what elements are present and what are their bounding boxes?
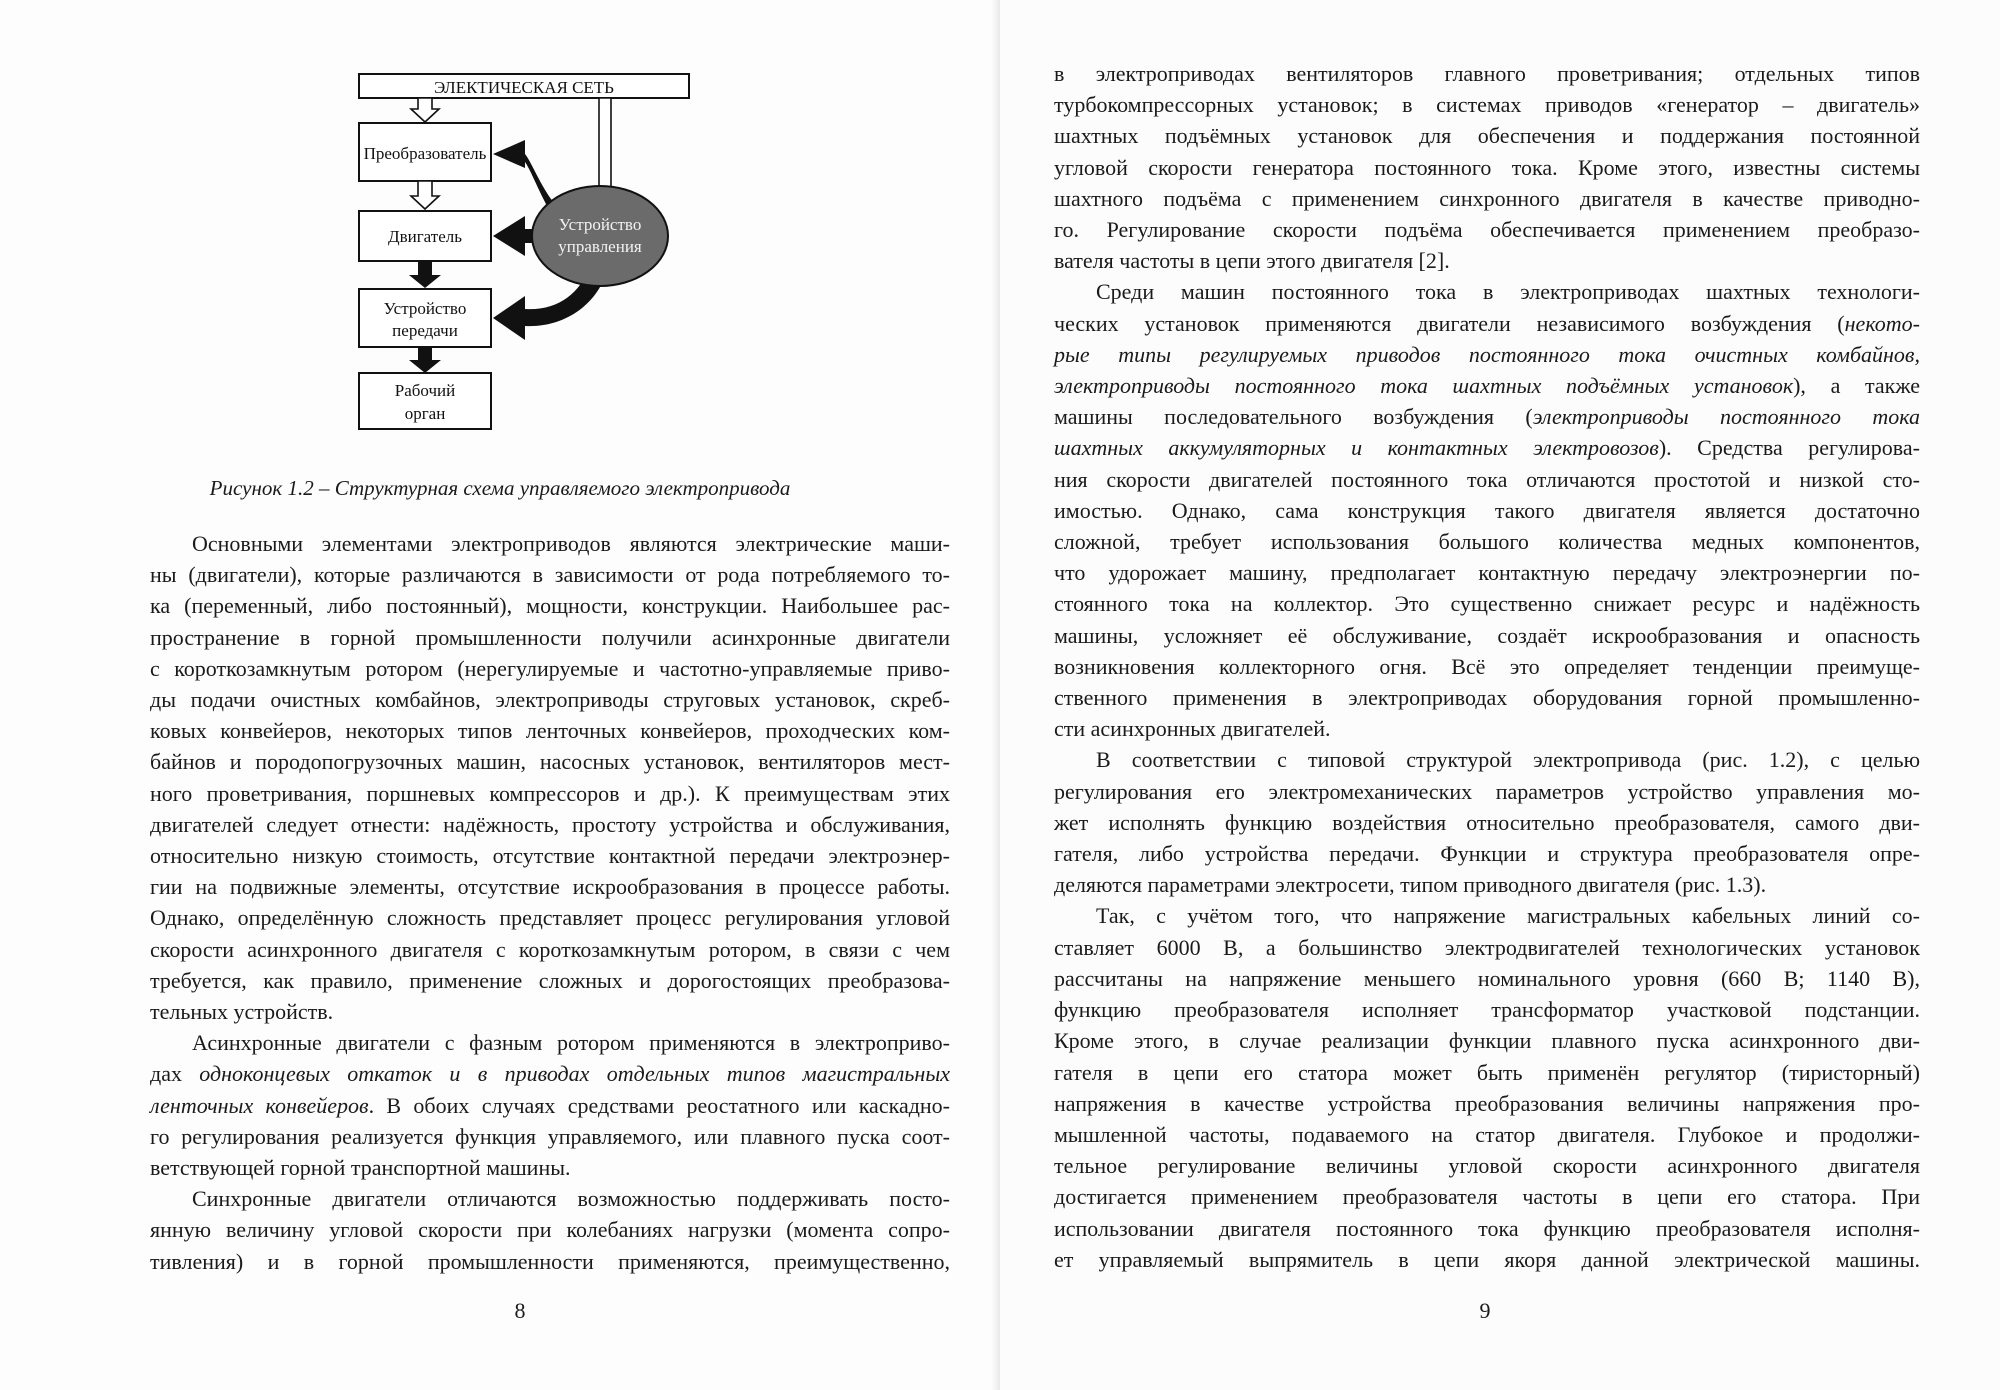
text-line (1054, 370, 1920, 401)
text-line: вателя частоты в цепи этого двигателя [2]. (1054, 248, 1450, 274)
working-label-2: орган (404, 404, 446, 423)
figure-caption: Рисунок 1.2 – Структурная схема управляемого электропривода (209, 476, 791, 500)
text-line: го. Регулирование скорости подъёма обеспечивается применением преобразо- (1054, 217, 1920, 243)
text-line: байнов и породопогрузочных машин, насосных установок, вентиляторов мест- (150, 749, 950, 775)
text-line (150, 1027, 950, 1058)
text-line: достигается применением преобразователя частоты в цепи его статора. При (1054, 1184, 1920, 1210)
text-line (1054, 339, 1920, 370)
text-fragment: . В обоих случаях средствами реостатного или каскадно- (368, 1092, 950, 1118)
transmission-label-1: Устройство (383, 299, 467, 318)
text-line: относительно низкую стоимость, отсутствие контактной передачи электроэнер- (150, 843, 950, 869)
text-line: мышленной частоты, подаваемого на статор двигателя. Глубокое и продолжи- (1054, 1121, 1920, 1147)
text-line: Однако, определённую сложность представляет процесс регулирования угловой (150, 905, 950, 931)
italic-fragment: одноконцевых откаток и в приводах отдельных типов магистральных (199, 1061, 950, 1087)
text-line: тельное регулирование величины угловой скорости асинхронного двигателя (1054, 1153, 1920, 1179)
page-number-right: 9 (1479, 1298, 1491, 1323)
text-line: янную величину угловой скорости при колебаниях нагрузки (момента сопро- (150, 1217, 950, 1243)
text-line: сложной, требует использования большого количества медных компонентов, (1054, 529, 1920, 555)
text-line: двигателей следует отнести: надёжность, простоту устройства и обслуживания, (150, 811, 950, 837)
control-device-ellipse (532, 186, 668, 286)
network-label: ЭЛЕКТИЧЕСКАЯ СЕТЬ (434, 78, 614, 97)
text-line: возникновения коллекторного огня. Всё это определяет тенденции преимуще- (1054, 653, 1920, 679)
text-line: деляются параметрами электросети, типом приводного двигателя (рис. 1.3). (1054, 872, 1767, 898)
text-line: имостью. Однако, сама конструкция такого двигателя является достаточно (1054, 497, 1920, 523)
text-line (150, 1058, 950, 1089)
text-line: напряжения в качестве устройства преобразования величины напряжения про- (1054, 1090, 1920, 1116)
text-line: Основными элементами электроприводов являются электрические маши- (192, 531, 950, 556)
text-line: требуется, как правило, применение сложных и дорогостоящих преобразова- (150, 967, 950, 993)
text-line: ковых конвейеров, некоторых типов ленточных конвейеров, проходческих ком- (150, 718, 950, 744)
text-line: гателя, либо устройства передачи. Функции и структура преобразователя опре- (1054, 841, 1920, 867)
text-line: ны (двигатели), которые различаются в зависимости от рода потребляемого то- (150, 562, 950, 588)
text-line: машины, усложняет её обслуживание, создаёт искрообразования и опасность (1054, 622, 1920, 648)
left-body-text (150, 528, 950, 1277)
text-fragment: ), а также (1793, 373, 1920, 399)
text-line: рассчитаны на напряжение меньшего номинального уровня (660 В; 1140 В), (1054, 965, 1920, 991)
text-line (150, 1090, 950, 1121)
text-line (1054, 432, 1920, 463)
text-line: ветствующей горной транспортной машины. (150, 1155, 571, 1181)
arrow-converter-motor (411, 181, 439, 209)
text-line: В соответствии с типовой структурой электропривода (рис. 1.2), с целью (1096, 747, 1920, 773)
text-line: гателя в цепи его статора может быть применён регулятор (тиристорный) (1054, 1059, 1920, 1085)
italic-fragment: рые типы регулируемых приводов постоянного тока очистных комбайнов, (1054, 341, 1920, 367)
text-line: шахтных подъёмных установок для обеспечения и поддержания постоянной (1054, 123, 1920, 149)
text-line: регулирования его электромеханических параметров устройство управления мо- (1054, 778, 1920, 804)
text-line: тивления) и в горной промышленности применяются, преимущественно, (150, 1248, 950, 1274)
text-line: гии на подвижные элементы, отсутствие искрообразования в процессе работы. (150, 874, 950, 900)
text-fragment: дах (150, 1061, 200, 1087)
italic-fragment: шахтных аккумуляторных и контактных электровозов (1054, 435, 1659, 461)
text-fragment: ). Средства регулирова- (1658, 435, 1920, 461)
text-line: в электроприводах вентиляторов главного проветривания; отдельных типов (1054, 61, 1920, 86)
arrow-network-converter (411, 98, 439, 122)
text-line: ставляет 6000 В, а большинство электродвигателей технологических установок (1054, 934, 1920, 960)
text-fragment: ческих установок применяются двигатели независимого возбуждения ( (1054, 310, 1845, 336)
text-line: с короткозамкнутым ротором (нерегулируемые и частотно-управляемые приво- (150, 655, 950, 681)
text-line: угловой скорости генератора постоянного тока. Кроме этого, известны системы (1054, 154, 1920, 180)
converter-label: Преобразователь (363, 144, 487, 163)
control-label-2: управления (558, 237, 642, 256)
text-line: использовании двигателя постоянного тока функцию преобразователя исполня- (1054, 1215, 1920, 1241)
working-label-1: Рабочий (394, 381, 456, 400)
italic-fragment: ленточных конвейеров (150, 1092, 369, 1118)
arrow-transmission-working (409, 347, 441, 373)
text-line: ды подачи очистных комбайнов, электроприводы струговых установок, скреб- (150, 687, 950, 713)
text-line (1054, 308, 1920, 339)
text-line: ного проветривания, поршневых компрессоров и др.). К преимуществам этих (150, 780, 950, 806)
text-line: ет управляемый выпрямитель в цепи якоря данной электрической машины. (1054, 1246, 1920, 1272)
text-line: Так, с учётом того, что напряжение магистральных кабельных линий со- (1096, 903, 1920, 929)
text-line: скорости асинхронного двигателя с короткозамкнутым ротором, в связи с чем (150, 936, 950, 962)
motor-label: Двигатель (387, 227, 463, 246)
right-page (1000, 0, 2000, 1390)
text-line: сти асинхронных двигателей. (1054, 716, 1331, 742)
text-line: ния скорости двигателей постоянного тока отличаются простотой и низкой сто- (1054, 466, 1920, 492)
text-line (1054, 401, 1920, 432)
text-line: жет исполнять функцию воздействия относительно преобразователя, самого дви- (1054, 809, 1920, 835)
page-number-left: 8 (514, 1298, 526, 1323)
text-line: го регулирования реализуется функция управляемого, или плавного пуска соот- (150, 1123, 950, 1149)
text-fragment: машины последовательного возбуждения ( (1054, 404, 1533, 430)
transmission-label-2: передачи (392, 321, 458, 340)
text-fragment: Асинхронные двигатели с фазным ротором применяются в электроприво- (192, 1030, 950, 1056)
text-line: пространение в горной промышленности получили асинхронные двигатели (150, 624, 950, 650)
block-diagram (335, 66, 715, 466)
text-line: функцию преобразователя исполняет трансформатор участковой подстанции. (1054, 997, 1920, 1023)
text-line: ственного применения в электроприводах оборудования горной промышленно- (1054, 685, 1920, 711)
control-label-1: Устройство (558, 215, 642, 234)
italic-fragment: электроприводы постоянного тока шахтных подъёмных установок (1054, 373, 1794, 399)
text-line: тельных устройств. (150, 999, 334, 1025)
text-line: ка (переменный, либо постоянный), мощности, конструкции. Наибольшее рас- (150, 593, 950, 619)
arrow-motor-transmission (409, 261, 441, 288)
right-body-text (1054, 58, 1920, 1275)
italic-fragment: некото- (1844, 310, 1920, 336)
italic-fragment: электроприводы постоянного тока (1532, 404, 1920, 430)
text-line: турбокомпрессорных установок; в системах приводов «генератор – двигатель» (1054, 92, 1920, 118)
text-line: что удорожает машину, предполагает контактную передачу электроэнергии по- (1054, 560, 1920, 586)
text-line: Среди машин постоянного тока в электроприводах шахтных технологи- (1096, 279, 1920, 305)
text-line: стоянного тока на коллектор. Это существенно снижает ресурс и надёжность (1054, 591, 1920, 617)
text-line: Кроме этого, в случае реализации функции плавного пуска асинхронного дви- (1054, 1028, 1920, 1054)
text-line: Синхронные двигатели отличаются возможностью поддерживать посто- (192, 1186, 950, 1212)
text-line: шахтного подъёма с применением синхронного двигателя в качестве приводно- (1054, 185, 1920, 211)
